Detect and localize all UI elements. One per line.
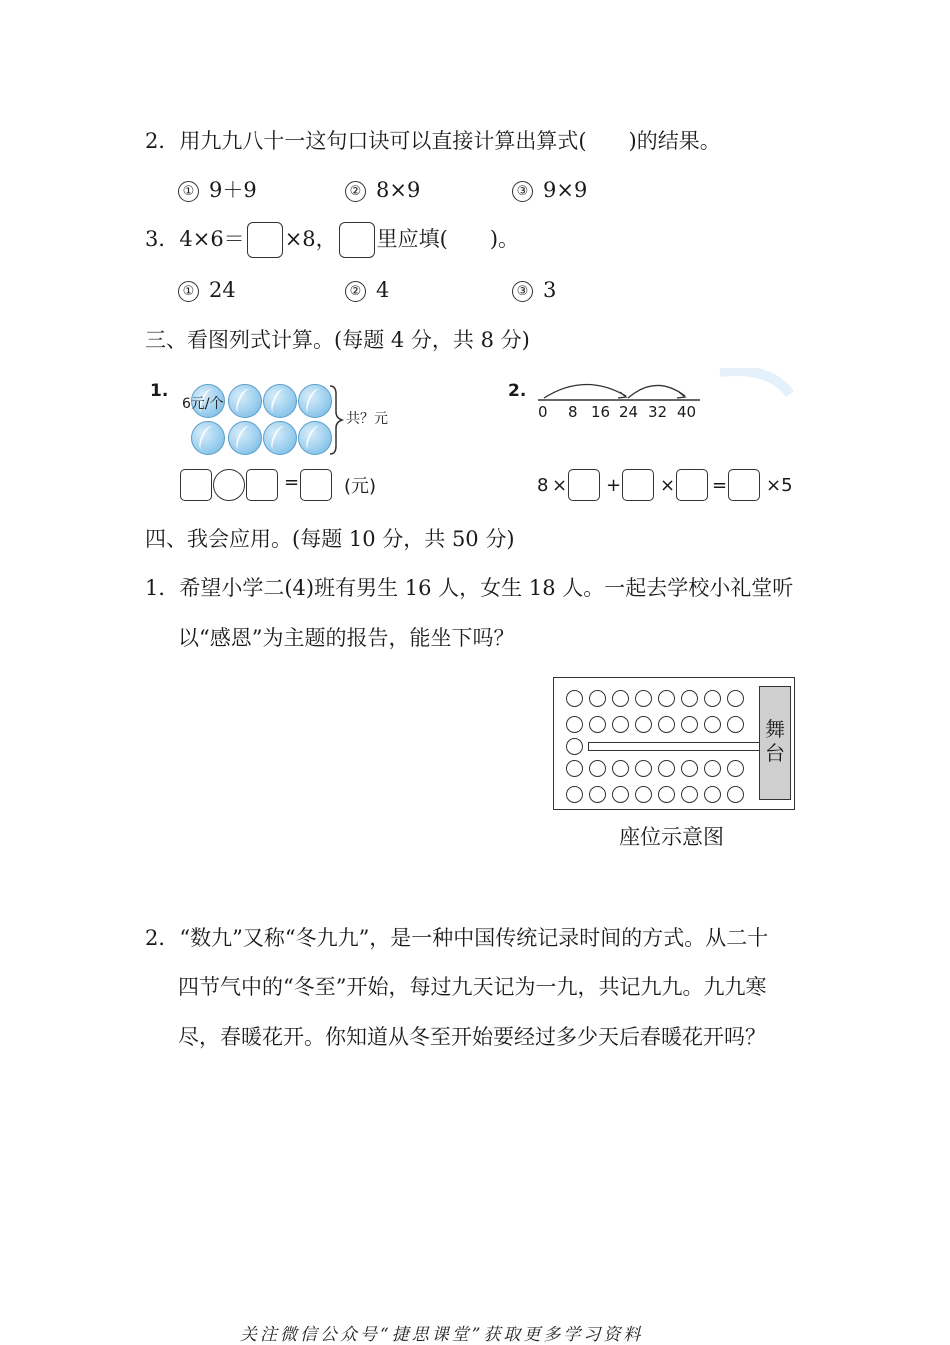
q2-option-2-text: 8×9 xyxy=(376,178,421,202)
eq-start: 8 xyxy=(537,475,549,496)
s4-q2-line-3: 尽，春暖花开。你知道从冬至开始要经过多少天后春暖花开吗？ xyxy=(178,1025,766,1049)
q3-option-2-text: 4 xyxy=(376,278,390,302)
q3-option-1-mark: ① xyxy=(178,281,199,302)
seat-icon xyxy=(704,760,721,777)
q3-suffix: 里应填( )。 xyxy=(376,227,520,251)
seat-icon xyxy=(658,786,675,803)
aisle xyxy=(588,742,760,751)
answer-box[interactable] xyxy=(676,469,708,501)
q2-option-2[interactable] xyxy=(345,176,420,204)
eq-end: ×5 xyxy=(766,475,793,496)
stage-label: 舞台 xyxy=(765,717,785,765)
q3-option-1-text: 24 xyxy=(209,278,236,302)
answer-box[interactable] xyxy=(180,469,212,501)
seat-icon xyxy=(727,786,744,803)
seat-icon xyxy=(589,760,606,777)
q2-option-1-text: 9＋9 xyxy=(209,178,257,202)
operator-circle[interactable] xyxy=(213,469,245,501)
seat-icon xyxy=(658,690,675,707)
seat-icon xyxy=(658,760,675,777)
seat-icon xyxy=(612,716,629,733)
plus-sign: + xyxy=(606,475,622,496)
seat-icon xyxy=(681,716,698,733)
q2-option-3-text: 9×9 xyxy=(543,178,588,202)
seat-icon xyxy=(612,786,629,803)
s4-q1-line-2: 以“感恩”为主题的报告，能坐下吗？ xyxy=(178,626,515,650)
seat-icon xyxy=(658,716,675,733)
section-4-title: 四、我会应用。(每题 10 分，共 50 分) xyxy=(145,527,515,551)
answer-box[interactable] xyxy=(300,469,332,501)
q3-box-symbol xyxy=(339,222,375,258)
q3-mid: ×8， xyxy=(284,227,337,251)
seat-icon xyxy=(566,690,583,707)
seat-icon xyxy=(635,716,652,733)
times-sign: × xyxy=(660,475,676,496)
seat-icon xyxy=(681,690,698,707)
ball-image xyxy=(298,421,332,455)
brace-icon xyxy=(328,384,344,456)
q3-option-3-mark: ③ xyxy=(512,281,533,302)
seat-icon xyxy=(612,690,629,707)
seat-icon xyxy=(566,738,583,755)
ball-image xyxy=(263,421,297,455)
seat-icon xyxy=(589,716,606,733)
tick-label: 8 xyxy=(568,403,578,421)
answer-box[interactable] xyxy=(568,469,600,501)
s4-q1-line-1: 1．希望小学二(4)班有男生 16 人，女生 18 人。一起去学校小礼堂听 xyxy=(145,576,794,600)
q3-option-2[interactable] xyxy=(345,276,389,304)
number-line xyxy=(530,368,810,408)
q3-option-1[interactable] xyxy=(178,276,236,304)
ball-image xyxy=(228,384,262,418)
seat-diagram-caption: 座位示意图 xyxy=(619,825,724,849)
s4-q2-line-1: 2．“数九”又称“冬九九”，是一种中国传统记录时间的方式。从二十 xyxy=(145,926,769,950)
s3-problem-2-label: 2. xyxy=(508,381,527,401)
seat-icon xyxy=(635,760,652,777)
stage-block xyxy=(759,686,791,800)
ball-image xyxy=(263,384,297,418)
q2-option-1[interactable] xyxy=(178,176,257,204)
seat-icon xyxy=(635,786,652,803)
s4-q2-line-2: 四节气中的“冬至”开始，每过九天记为一九，共记九九。九九寒 xyxy=(178,975,767,999)
seat-icon xyxy=(681,786,698,803)
seat-icon xyxy=(727,690,744,707)
seat-icon xyxy=(727,760,744,777)
tick-label: 32 xyxy=(648,403,668,421)
answer-box[interactable] xyxy=(622,469,654,501)
seat-icon xyxy=(681,760,698,777)
tick-label: 24 xyxy=(619,403,639,421)
ball-image xyxy=(191,421,225,455)
seat-icon xyxy=(612,760,629,777)
times-sign: × xyxy=(552,475,568,496)
seat-icon xyxy=(704,786,721,803)
equals-sign: = xyxy=(284,472,300,493)
seat-icon xyxy=(704,690,721,707)
seat-icon xyxy=(566,760,583,777)
q3-option-2-mark: ② xyxy=(345,281,366,302)
unit-label: (元) xyxy=(344,476,377,497)
q2-option-2-mark: ② xyxy=(345,181,366,202)
tick-label: 16 xyxy=(591,403,611,421)
seat-icon xyxy=(635,690,652,707)
q2-option-3-mark: ③ xyxy=(512,181,533,202)
q2-option-3[interactable] xyxy=(512,176,587,204)
seat-icon xyxy=(704,716,721,733)
question-2-text: 2．用九九八十一这句口诀可以直接计算出算式( )的结果。 xyxy=(145,129,721,153)
s3-problem-1-label: 1. xyxy=(150,381,169,401)
q3-prefix: 3．4×6＝ xyxy=(145,227,245,251)
q3-option-3-text: 3 xyxy=(543,278,557,302)
tick-label: 0 xyxy=(538,403,548,421)
q2-option-1-mark: ① xyxy=(178,181,199,202)
ball-image xyxy=(228,421,262,455)
answer-box[interactable] xyxy=(246,469,278,501)
footer-note: 关注微信公众号“捷思课堂”获取更多学习资料 xyxy=(240,1325,644,1345)
total-label: 共？元 xyxy=(346,411,388,427)
q3-blank-box[interactable] xyxy=(247,222,283,258)
seat-diagram xyxy=(553,677,795,810)
seat-icon xyxy=(566,716,583,733)
tick-label: 40 xyxy=(677,403,697,421)
seat-icon xyxy=(727,716,744,733)
answer-box[interactable] xyxy=(728,469,760,501)
price-label: 6元/个 xyxy=(182,396,224,412)
seat-icon xyxy=(589,690,606,707)
section-3-title: 三、看图列式计算。(每题 4 分，共 8 分) xyxy=(145,328,530,352)
q3-option-3[interactable] xyxy=(512,276,556,304)
equals-sign: = xyxy=(712,475,728,496)
seat-icon xyxy=(566,786,583,803)
question-3-text xyxy=(145,222,519,258)
seat-icon xyxy=(589,786,606,803)
ball-image xyxy=(298,384,332,418)
